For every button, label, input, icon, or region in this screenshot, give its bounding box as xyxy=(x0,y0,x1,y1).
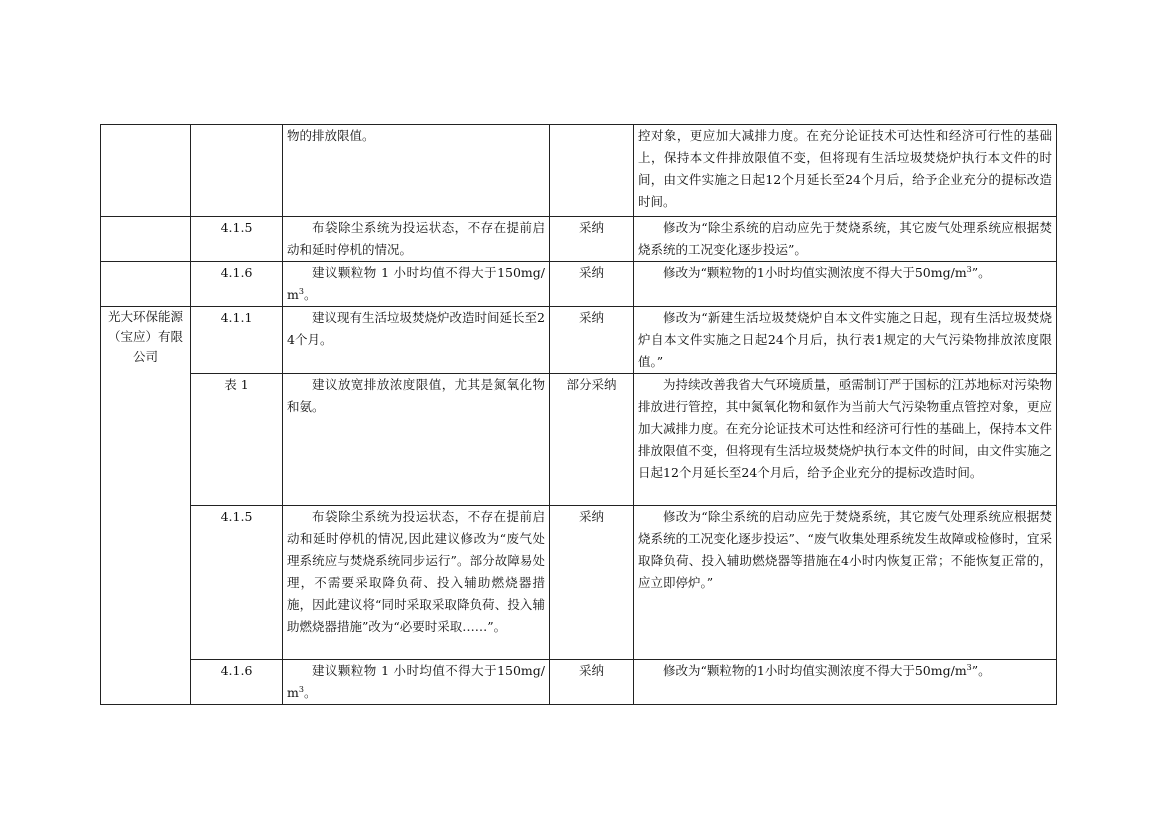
suggestion-cell xyxy=(283,660,550,705)
suggestion-cell xyxy=(283,262,550,307)
superscript: 3 xyxy=(298,684,304,694)
clause-cell: 4.1.5 xyxy=(191,217,283,262)
adoption-cell: 采纳 xyxy=(550,506,634,660)
adoption-cell: 部分采纳 xyxy=(550,374,634,506)
response-cell: 修改为“除尘系统的启动应先于焚烧系统，其它废气处理系统应根据焚烧系统的工况变化逐步投运”。 xyxy=(634,217,1057,262)
organization-cell xyxy=(101,262,191,307)
superscript: 3 xyxy=(966,264,972,274)
adoption-cell: 采纳 xyxy=(550,660,634,705)
suggestion-tail: 。 xyxy=(303,685,317,700)
adoption-cell: 采纳 xyxy=(550,262,634,307)
clause-cell: 表 1 xyxy=(191,374,283,506)
suggestion-cell: 布袋除尘系统为投运状态，不存在提前启动和延时停机的情况,因此建议修改为“废气处理系统应与焚烧系统同步运行”。部分故障易处理，不需要采取降负荷、投入辅助燃烧器措施，因此建议将“同时采取采取降负荷、投入辅助燃烧器措施”改为“必要时采取……”。 xyxy=(283,506,550,660)
response-text: 修改为“颗粒物的1小时均值实测浓度不得大于50mg/m xyxy=(663,265,967,280)
table-row xyxy=(101,125,1057,217)
organization-cell xyxy=(101,125,191,217)
clause-cell: 4.1.5 xyxy=(191,506,283,660)
superscript: 3 xyxy=(298,286,304,296)
response-cell: 修改为“除尘系统的启动应先于焚烧系统，其它废气处理系统应根据焚烧系统的工况变化逐步投运”、“废气收集处理系统发生故障或检修时，宜采取降负荷、投入辅助燃烧器等措施在4小时内恢复正常；不能恢复正常的，应立即停炉。” xyxy=(634,506,1057,660)
organization-cell: 光大环保能源（宝应）有限公司 xyxy=(101,307,191,705)
superscript: 3 xyxy=(966,662,972,672)
suggestion-cell: 布袋除尘系统为投运状态，不存在提前启动和延时停机的情况。 xyxy=(283,217,550,262)
adoption-cell: 采纳 xyxy=(550,217,634,262)
suggestion-cell: 建议现有生活垃圾焚烧炉改造时间延长至24个月。 xyxy=(283,307,550,374)
suggestion-cell: 建议放宽排放浓度限值，尤其是氮氧化物和氨。 xyxy=(283,374,550,506)
clause-cell: 4.1.6 xyxy=(191,262,283,307)
table-row xyxy=(101,660,1057,705)
adoption-cell: 采纳 xyxy=(550,307,634,374)
clause-cell: 4.1.1 xyxy=(191,307,283,374)
table-row xyxy=(101,506,1057,660)
response-cell xyxy=(634,262,1057,307)
response-cell: 为持续改善我省大气环境质量，亟需制订严于国标的江苏地标对污染物排放进行管控，其中氮氧化物和氨作为当前大气污染物重点管控对象，更应加大减排力度。在充分论证技术可达性和经济可行性的基础上，保持本文件排放限值不变，但将现有生活垃圾焚烧炉执行本文件的时间，由文件实施之日起12个月延长至24个月后，给予企业充分的提标改造时间。 xyxy=(634,374,1057,506)
suggestion-text: 建议颗粒物 1 小时均值不得大于150mg/m xyxy=(287,265,545,302)
adoption-cell xyxy=(550,125,634,217)
table-row xyxy=(101,374,1057,506)
suggestion-cell: 物的排放限值。 xyxy=(283,125,550,217)
response-tail: ”。 xyxy=(971,663,991,678)
response-cell xyxy=(634,660,1057,705)
clause-cell: 4.1.6 xyxy=(191,660,283,705)
table-row xyxy=(101,217,1057,262)
table-row xyxy=(101,262,1057,307)
response-cell: 控对象，更应加大减排力度。在充分论证技术可达性和经济可行性的基础上，保持本文件排放限值不变，但将现有生活垃圾焚烧炉执行本文件的时间，由文件实施之日起12个月延长至24个月后，给予企业充分的提标改造时间。 xyxy=(634,125,1057,217)
feedback-table xyxy=(100,124,1057,705)
organization-cell xyxy=(101,217,191,262)
clause-cell xyxy=(191,125,283,217)
response-cell: 修改为“新建生活垃圾焚烧炉自本文件实施之日起，现有生活垃圾焚烧炉自本文件实施之日起24个月后，执行表1规定的大气污染物排放浓度限值。” xyxy=(634,307,1057,374)
response-text: 修改为“颗粒物的1小时均值实测浓度不得大于50mg/m xyxy=(663,663,967,678)
response-tail: ”。 xyxy=(971,265,991,280)
table-row xyxy=(101,307,1057,374)
suggestion-text: 建议颗粒物 1 小时均值不得大于150mg/m xyxy=(287,663,545,700)
suggestion-tail: 。 xyxy=(303,287,317,302)
